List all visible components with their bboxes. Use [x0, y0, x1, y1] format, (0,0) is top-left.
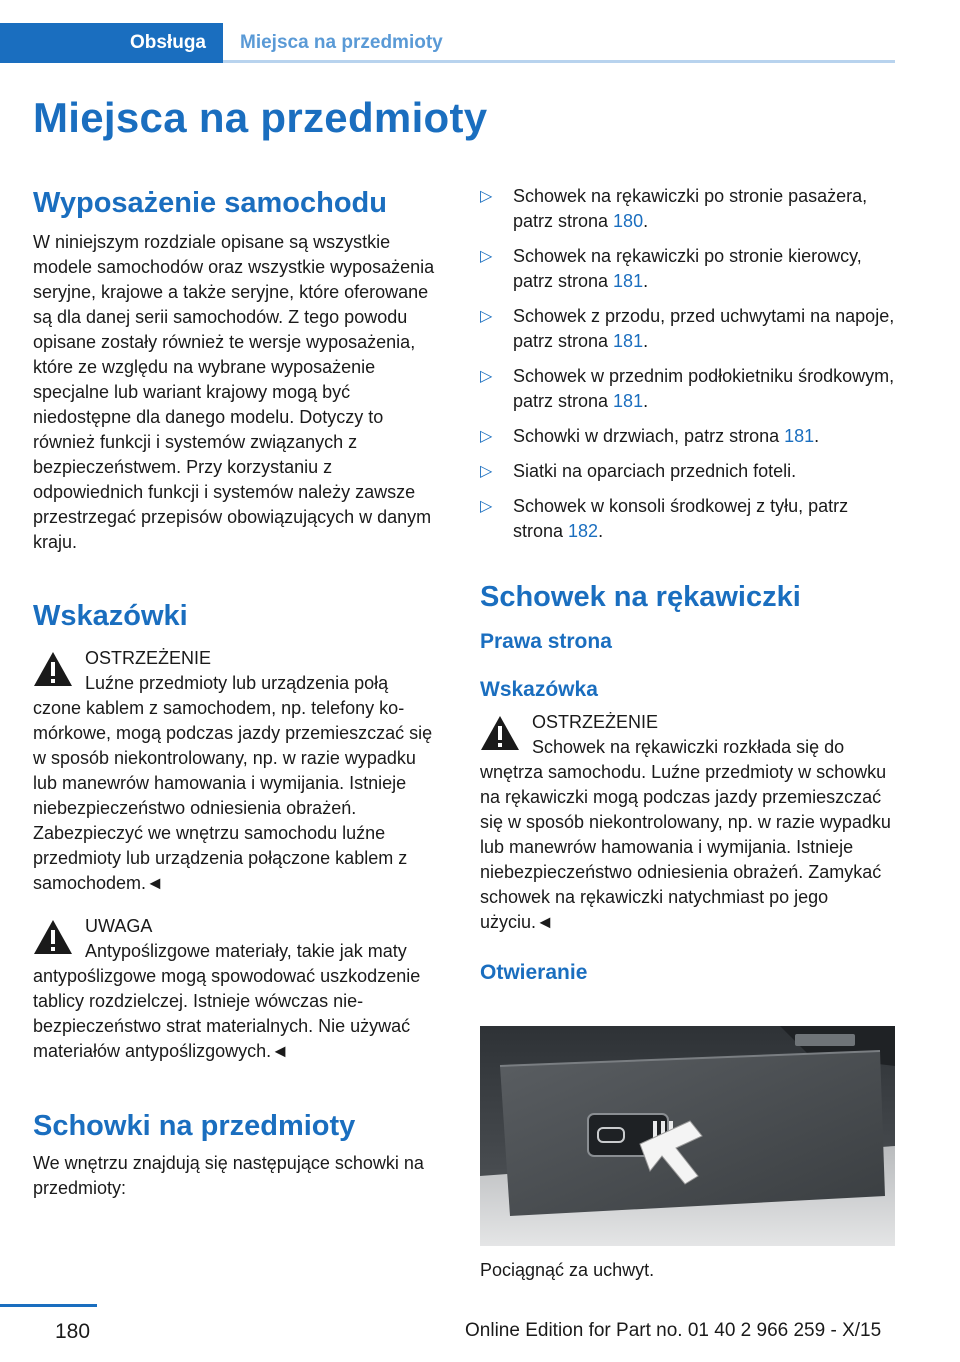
page-reference-link[interactable]: 181 — [613, 271, 644, 291]
glovebox-illustration — [480, 1026, 895, 1246]
warning-title: OSTRZEŻENIE — [85, 648, 212, 668]
list-item: ▷ Schowki w drzwiach, patrz strona 181. — [480, 424, 895, 449]
warning-box-1 — [33, 646, 443, 896]
page-title: Miejsca na przedmioty — [33, 94, 488, 141]
warning-title: OSTRZEŻENIE — [532, 712, 659, 732]
warning-text: wnętrza samochodu. Luźne przedmioty w schowku na rękawiczki mogą podczas jazdy przemieszczać się w sposób niekontrolowany, np. w razie wypadku lub manewrów hamowania i wymijania. Istnieje niebezpieczeństwo odniesienia obrażeń. Zamykać schowek na rękawiczki natychmiast po jego użyciu.◄ — [480, 762, 891, 932]
page-number: 180 — [55, 1320, 91, 1343]
opening-heading: Otwieranie — [480, 961, 588, 984]
storage-text: We wnętrzu znajdują się następujące schowki na przedmioty: — [33, 1153, 424, 1198]
warning-text: czone kablem z samochodem, np. telefony komórkowe, mogą podczas jazdy przemieszczać się w sposób niekontrolowany, np. w razie wypadku lub manewrów hamowania i wymijania. Istnieje niebezpieczeństwo odniesienia obrażeń. Zabezpieczyć we wnętrzu samochodu luźne przedmioty lub urządzenia połączone kablem z samochodem.◄ — [33, 698, 433, 893]
list-item-text: Siatki na oparciach przednich foteli. — [513, 461, 797, 481]
list-item-text: Schowek na rękawiczki po stronie pasażera, patrz strona — [513, 186, 868, 231]
list-item-text: Schowek w konsoli środkowej z tyłu, patrz strona — [513, 496, 849, 541]
storage-list — [480, 184, 895, 544]
warning-first-line: Schowek na rękawiczki rozkłada się do — [532, 737, 845, 757]
triangle-right-bullet-icon: ▷ — [480, 498, 493, 515]
list-item — [480, 459, 895, 484]
warning-triangle-icon — [33, 918, 73, 956]
edition-note: Online Edition for Part no. 01 40 2 966 259 - X/15 — [465, 1320, 882, 1341]
warning-first-line: Luźne przedmioty lub urządzenia połą — [85, 673, 389, 693]
header-chapter-tab[interactable]: Miejsca na przedmioty — [240, 32, 443, 53]
header-section-tab[interactable]: Obsługa — [0, 23, 223, 63]
glovebox-note-heading: Wskazówka — [480, 678, 598, 701]
warning-triangle-icon — [480, 714, 520, 752]
glovebox-photo — [480, 1026, 895, 1246]
equipment-text: W niniejszym rozdziale opisane są wszystkie modele samochodów oraz wszystkie wyposażenia seryjne, krajowe a także seryjne, które oferowane są dla danej serii samochodów. Z tego powodu opisane zostały również te wersje wyposażenia, które ze względu na wybrane wyposażenie specjalne lub wariant krajowy mogą być niedostępne dla danego modelu. Dotyczy to również funkcji i systemów związanych z bezpieczeństwem. Przy korzystaniu z odpowiednich funkcji i systemów należy zawsze przestrzegać przepisów obowiązujących w danym kraju. — [33, 232, 435, 552]
triangle-right-bullet-icon: ▷ — [480, 368, 493, 385]
warning-text: antypoślizgowe mogą spowodować uszkodzenie tablicy rozdzielczej. Istnieje wówczas niebezpieczeństwo strat materialnych. Nie używać materiałów antypoślizgowych.◄ — [33, 966, 421, 1061]
triangle-right-bullet-icon: ▷ — [480, 428, 493, 445]
glovebox-subheading: Prawa strona — [480, 630, 612, 653]
triangle-right-bullet-icon: ▷ — [480, 308, 493, 325]
warning-title: UWAGA — [85, 916, 153, 936]
right-column — [480, 184, 895, 987]
warning-triangle-icon — [33, 650, 73, 688]
page-reference-link[interactable]: 182 — [568, 521, 599, 541]
running-header — [0, 23, 895, 63]
list-item: ▷ Schowek na rękawiczki po stronie pasażera, patrz strona 180. — [480, 186, 868, 231]
warning-box-2 — [33, 914, 443, 1064]
footer-divider — [0, 1304, 97, 1307]
list-item: ▷ Schowek na rękawiczki po stronie kierowcy, patrz strona 181. — [480, 246, 862, 291]
page-reference-link[interactable]: 181 — [784, 426, 815, 446]
notes-heading: Wskazówki — [33, 600, 188, 632]
page-reference-link[interactable]: 180 — [613, 211, 644, 231]
list-item-text: Schowek na rękawiczki po stronie kierowcy, patrz strona — [513, 246, 862, 291]
list-item: ▷ Schowek w konsoli środkowej z tyłu, patrz strona 182. — [480, 496, 849, 541]
warning-first-line: Antypoślizgowe materiały, takie jak maty — [85, 941, 407, 961]
list-item: ▷ Schowek w przednim podłokietniku środkowym, patrz strona 181. — [480, 366, 895, 411]
storage-heading: Schowki na przedmioty — [33, 1110, 356, 1142]
page-reference-link[interactable]: 181 — [613, 331, 644, 351]
header-divider — [223, 60, 895, 63]
left-column — [33, 184, 443, 1201]
list-item: ▷ Schowek z przodu, przed uchwytami na napoje, patrz strona 181. — [480, 306, 895, 351]
list-item-text: Schowki w drzwiach, patrz strona — [513, 426, 785, 446]
list-item-text: Schowek z przodu, przed uchwytami na napoje, patrz strona — [513, 306, 895, 351]
page-reference-link[interactable]: 181 — [613, 391, 644, 411]
equipment-heading: Wyposażenie samochodu — [33, 187, 387, 219]
photo-caption: Pociągnąć za uchwyt. — [480, 1260, 655, 1280]
triangle-right-bullet-icon: ▷ — [480, 248, 493, 265]
triangle-right-bullet-icon: ▷ — [480, 463, 493, 480]
glovebox-warning — [480, 710, 895, 935]
glovebox-heading: Schowek na rękawiczki — [480, 581, 801, 613]
triangle-right-bullet-icon: ▷ — [480, 188, 493, 205]
list-item-text: Schowek w przednim podłokietniku środkowym, patrz strona — [513, 366, 895, 411]
